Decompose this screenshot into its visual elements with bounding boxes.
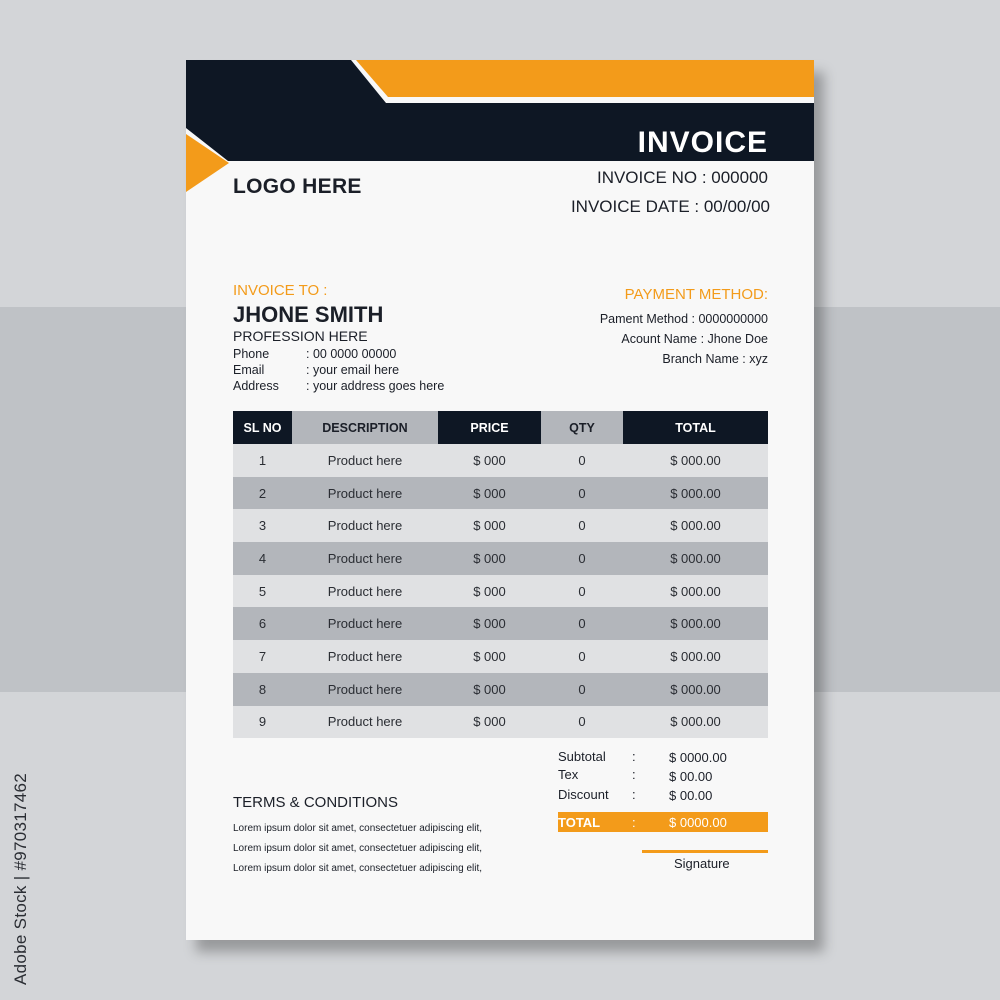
table-row: [233, 706, 768, 739]
cell-total: $ 000.00: [670, 583, 721, 599]
table-header: [233, 411, 768, 444]
cell-price: $ 000: [473, 648, 506, 664]
cell-description: Product here: [327, 518, 403, 534]
cell-price: $ 000: [473, 550, 506, 566]
table-row: [233, 444, 768, 477]
invoice-page: [186, 60, 814, 940]
table-row: [233, 477, 768, 510]
terms-line: Lorem ipsum dolor sit amet, consectetuer adipiscing elit,: [233, 843, 483, 854]
cell-price: $ 000: [473, 583, 506, 599]
cell-sl: 6: [258, 616, 267, 632]
table-row: [233, 509, 768, 542]
cell-sl: 5: [258, 583, 267, 599]
stock-id-label: Adobe Stock | #970317462: [11, 772, 30, 985]
cell-price: $ 000: [473, 452, 506, 468]
email-value: : your email here: [306, 363, 400, 377]
terms-line: Lorem ipsum dolor sit amet, consectetuer adipiscing elit,: [233, 823, 483, 834]
subtotal-value: $ 0000.00: [669, 750, 727, 765]
cell-qty: 0: [578, 648, 586, 664]
client-name: JHONE SMITH: [233, 302, 384, 327]
header-qty: QTY: [541, 411, 623, 444]
cell-sl: 8: [258, 681, 267, 697]
cell-description: Product here: [327, 681, 403, 697]
cell-description: Product here: [327, 616, 403, 632]
cell-qty: 0: [578, 550, 586, 566]
table-row: [233, 607, 768, 640]
cell-qty: 0: [578, 485, 586, 501]
signature-line: [642, 850, 768, 853]
bill-to-heading: INVOICE TO :: [233, 282, 328, 299]
total-label: TOTAL: [558, 815, 601, 830]
header-total: TOTAL: [623, 411, 768, 444]
cell-total: $ 000.00: [670, 681, 721, 697]
cell-total: $ 000.00: [670, 616, 721, 632]
cell-sl: 1: [258, 452, 267, 468]
payment-method-row: Pament Method : 0000000000: [599, 312, 768, 326]
address-label: Address: [233, 379, 279, 393]
cell-sl: 7: [258, 648, 267, 664]
discount-value: $ 00.00: [669, 788, 713, 803]
invoice-number: INVOICE NO : 000000: [596, 168, 768, 187]
header-sl-no: SL NO: [233, 411, 292, 444]
cell-total: $ 000.00: [670, 648, 721, 664]
cell-description: Product here: [327, 583, 403, 599]
subtotal-label: Subtotal: [558, 749, 606, 764]
discount-label: Discount: [558, 787, 609, 802]
phone-value: : 00 0000 00000: [306, 347, 397, 361]
discount-colon: :: [632, 787, 636, 802]
header-description: DESCRIPTION: [292, 411, 438, 444]
terms-line: Lorem ipsum dolor sit amet, consectetuer adipiscing elit,: [233, 863, 483, 874]
invoice-date: INVOICE DATE : 00/00/00: [570, 197, 770, 216]
table-row: [233, 542, 768, 575]
cell-qty: 0: [578, 616, 586, 632]
table-row: [233, 575, 768, 608]
invoice-title: INVOICE: [637, 126, 768, 159]
phone-label: Phone: [233, 347, 270, 361]
table-row: [233, 640, 768, 673]
cell-description: Product here: [327, 714, 403, 730]
cell-price: $ 000: [473, 616, 506, 632]
cell-description: Product here: [327, 648, 403, 664]
payment-heading: PAYMENT METHOD:: [624, 286, 768, 303]
items-table: [233, 411, 768, 738]
cell-description: Product here: [327, 485, 403, 501]
cell-price: $ 000: [473, 518, 506, 534]
cell-total: $ 000.00: [670, 714, 721, 730]
tax-colon: :: [632, 767, 636, 782]
header-price: PRICE: [438, 411, 541, 444]
address-value: : your address goes here: [306, 379, 445, 393]
signature-label: Signature: [674, 856, 730, 871]
cell-qty: 0: [578, 681, 586, 697]
cell-sl: 9: [258, 714, 267, 730]
cell-total: $ 000.00: [670, 518, 721, 534]
cell-description: Product here: [327, 550, 403, 566]
cell-sl: 2: [258, 485, 267, 501]
email-label: Email: [233, 363, 265, 377]
total-colon: :: [632, 815, 636, 830]
table-row: [233, 673, 768, 706]
cell-price: $ 000: [473, 681, 506, 697]
header-orange-bar: [356, 60, 814, 97]
cell-total: $ 000.00: [670, 485, 721, 501]
cell-total: $ 000.00: [670, 452, 721, 468]
cell-price: $ 000: [473, 714, 506, 730]
cell-description: Product here: [327, 452, 403, 468]
branch-name-row: Branch Name : xyz: [662, 352, 768, 366]
client-profession: PROFESSION HERE: [233, 328, 368, 344]
subtotal-colon: :: [632, 749, 636, 764]
account-name-row: Acount Name : Jhone Doe: [621, 332, 768, 346]
tax-value: $ 00.00: [669, 769, 713, 784]
tax-label: Tex: [558, 767, 579, 782]
cell-sl: 3: [258, 518, 267, 534]
cell-total: $ 000.00: [670, 550, 721, 566]
cell-price: $ 000: [473, 485, 506, 501]
terms-title: TERMS & CONDITIONS: [233, 794, 399, 811]
cell-sl: 4: [258, 550, 267, 566]
cell-qty: 0: [578, 583, 586, 599]
total-value: $ 0000.00: [669, 815, 727, 830]
cell-qty: 0: [578, 452, 586, 468]
logo-placeholder: LOGO HERE: [233, 175, 362, 198]
cell-qty: 0: [578, 518, 586, 534]
cell-qty: 0: [578, 714, 586, 730]
